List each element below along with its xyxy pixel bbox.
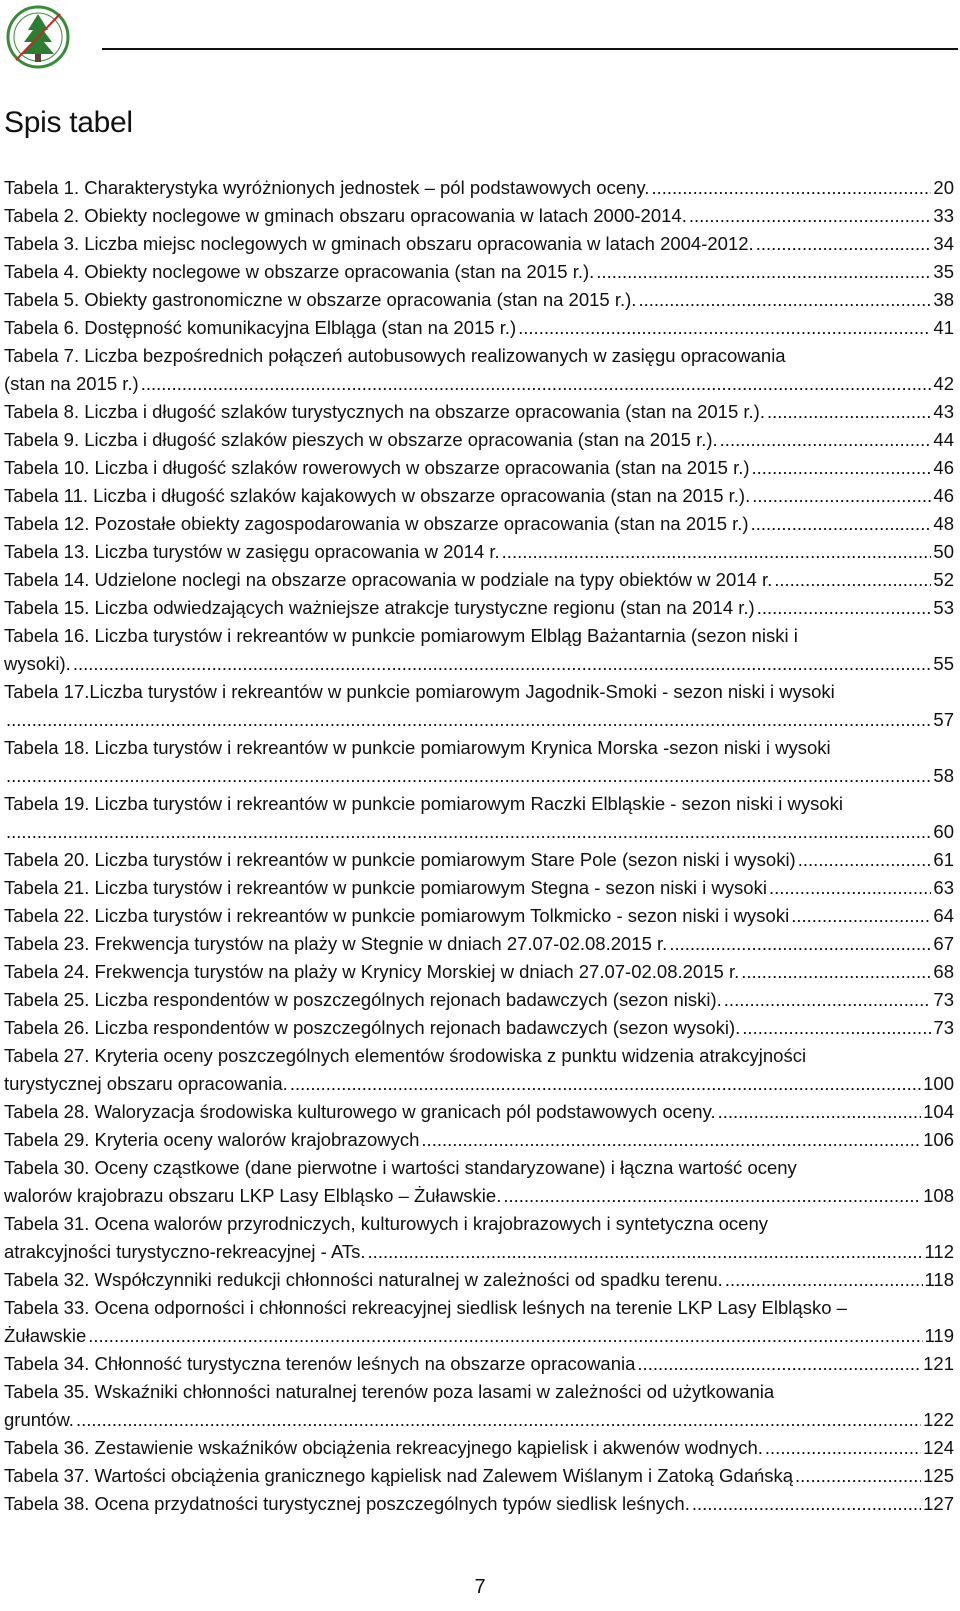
toc-entry-text: Tabela 26. Liczba respondentów w poszczególnych rejonach badawczych (sezon wysoki).: [4, 1017, 741, 1038]
toc-page-number: 118: [924, 1269, 954, 1290]
toc-entry-line: [4, 1322, 954, 1350]
toc-entry-text: Tabela 18. Liczba turystów i rekreantów w punkcie pomiarowym Krynica Morska -sezon niski i wysoki: [4, 737, 831, 758]
toc-entry[interactable]: [4, 958, 954, 986]
toc-entry-text: (stan na 2015 r.): [4, 373, 139, 394]
toc-entry-text: Tabela 5. Obiekty gastronomiczne w obszarze opracowania (stan na 2015 r.).: [4, 289, 637, 310]
toc-entry-text: Tabela 27. Kryteria oceny poszczególnych elementów środowiska z punktu widzenia atrakcyjności: [4, 1045, 807, 1066]
table-of-tables: [4, 174, 954, 1518]
toc-page-number: 108: [923, 1185, 954, 1206]
toc-entry-text: Tabela 37. Wartości obciążenia granicznego kąpielisk nad Zalewem Wiślanym i Zatoką Gdańską: [4, 1465, 794, 1486]
toc-page-number: 57: [933, 709, 954, 730]
toc-entry[interactable]: [4, 1378, 954, 1434]
dot-leader: [141, 370, 932, 398]
toc-entry[interactable]: [4, 874, 954, 902]
toc-page-number: 122: [923, 1409, 954, 1430]
toc-entry[interactable]: [4, 510, 954, 538]
toc-page-number: 104: [923, 1101, 954, 1122]
toc-page-number: 119: [924, 1325, 954, 1346]
toc-page-number: 63: [933, 877, 954, 898]
toc-entry-line: [4, 678, 954, 706]
toc-entry[interactable]: [4, 902, 954, 930]
toc-entry[interactable]: [4, 538, 954, 566]
toc-entry-text: Żuławskie: [4, 1325, 87, 1346]
toc-entry[interactable]: [4, 314, 954, 342]
toc-page-number: 61: [933, 849, 954, 870]
toc-entry-line: [4, 230, 954, 258]
toc-entry-line: [4, 650, 954, 678]
toc-entry-line: [4, 1462, 954, 1490]
toc-entry-text: Tabela 6. Dostępność komunikacyjna Elbląga (stan na 2015 r.): [4, 317, 517, 338]
dot-leader: [651, 174, 931, 202]
toc-entry-line: [4, 818, 954, 846]
toc-page-number: 121: [923, 1353, 954, 1374]
toc-entry-text: Tabela 32. Współczynniki redukcji chłonności naturalnej w zależności od spadku terenu.: [4, 1269, 723, 1290]
toc-entry-text: Tabela 15. Liczba odwiedzających ważniejsze atrakcje turystyczne regionu (stan na 2014 r.): [4, 597, 755, 618]
dot-leader: [637, 1350, 921, 1378]
toc-page-number: 55: [933, 653, 954, 674]
toc-page-number: 41: [933, 317, 954, 338]
toc-entry-text: Tabela 19. Liczba turystów i rekreantów w punkcie pomiarowym Raczki Elbląskie - sezon niski i wysoki: [4, 793, 843, 814]
toc-page-number: 127: [923, 1493, 954, 1514]
dot-leader: [720, 426, 932, 454]
page-number: 7: [474, 1576, 486, 1598]
toc-entry-text: Tabela 17.Liczba turystów i rekreantów w punkcie pomiarowym Jagodnik-Smoki - sezon niski i wysoki: [4, 681, 835, 702]
toc-entry[interactable]: [4, 1154, 954, 1210]
toc-entry-text: Tabela 31. Ocena walorów przyrodniczych, kulturowych i krajobrazowych i syntetyczna oceny: [4, 1213, 768, 1234]
toc-entry-text: Tabela 33. Ocena odporności i chłonności rekreacyjnej siedlisk leśnych na terenie LKP Lasy Elbląsko –: [4, 1297, 847, 1318]
toc-entry-line: [4, 986, 954, 1014]
dot-leader: [596, 258, 931, 286]
toc-entry[interactable]: [4, 286, 954, 314]
toc-entry-text: Tabela 34. Chłonność turystyczna terenów leśnych na obszarze opracowania: [4, 1353, 636, 1374]
toc-entry-text: Tabela 30. Oceny cząstkowe (dane pierwotne i wartości standaryzowane) i łączna wartość oceny: [4, 1157, 797, 1178]
toc-entry-line: [4, 174, 954, 202]
dot-leader: [741, 958, 931, 986]
dot-leader: [752, 482, 931, 510]
toc-entry-line: [4, 622, 954, 650]
toc-entry[interactable]: [4, 202, 954, 230]
toc-entry-line: [4, 762, 954, 790]
toc-entry-text: Tabela 3. Liczba miejsc noclegowych w gminach obszaru opracowania w latach 2004-2012.: [4, 233, 754, 254]
toc-entry-line: [4, 874, 954, 902]
toc-entry[interactable]: [4, 1294, 954, 1350]
toc-page-number: 35: [933, 261, 954, 282]
toc-entry[interactable]: [4, 594, 954, 622]
forest-tree-logo-icon: [4, 4, 72, 70]
dot-leader: [718, 1098, 922, 1126]
dot-leader: [88, 1322, 922, 1350]
toc-entry-line: [4, 314, 954, 342]
toc-page-number: 106: [923, 1129, 954, 1150]
toc-entry[interactable]: [4, 930, 954, 958]
toc-entry-line: [4, 1406, 954, 1434]
toc-entry-text: Tabela 20. Liczba turystów i rekreantów w punkcie pomiarowym Stare Pole (sezon niski i wysoki): [4, 849, 796, 870]
toc-entry[interactable]: [4, 230, 954, 258]
toc-entry-text: Tabela 11. Liczba i długość szlaków kajakowych w obszarze opracowania (stan na 2015 r.).: [4, 485, 751, 506]
toc-page-number: 20: [933, 177, 954, 198]
toc-entry-text: wysoki).: [4, 653, 71, 674]
toc-entry-line: [4, 1210, 954, 1238]
toc-entry[interactable]: [4, 1266, 954, 1294]
toc-page-number: 46: [933, 485, 954, 506]
toc-entry-line: [4, 1490, 954, 1518]
toc-entry-line: [4, 370, 954, 398]
toc-entry-text: Tabela 4. Obiekty noclegowe w obszarze opracowania (stan na 2015 r.).: [4, 261, 595, 282]
toc-entry-line: [4, 902, 954, 930]
toc-entry-line: [4, 342, 954, 370]
toc-entry[interactable]: [4, 622, 954, 678]
toc-page-number: 43: [933, 401, 954, 422]
header-rule: [102, 48, 958, 50]
dot-leader: [724, 986, 932, 1014]
toc-page-number: 64: [933, 905, 954, 926]
toc-entry[interactable]: [4, 1490, 954, 1518]
toc-entry-text: Tabela 38. Ocena przydatności turystycznej poszczególnych typów siedlisk leśnych.: [4, 1493, 690, 1514]
toc-entry[interactable]: [4, 1210, 954, 1266]
dot-leader: [502, 538, 932, 566]
toc-entry[interactable]: [4, 846, 954, 874]
dot-leader: [76, 1406, 921, 1434]
toc-entry-line: [4, 258, 954, 286]
toc-entry-text: atrakcyjności turystyczno-rekreacyjnej - ATs.: [4, 1241, 366, 1262]
toc-entry-text: Tabela 10. Liczba i długość szlaków rowerowych w obszarze opracowania (stan na 2015 r.): [4, 457, 750, 478]
toc-page-number: 58: [933, 765, 954, 786]
toc-entry-line: [4, 1014, 954, 1042]
toc-page-number: 53: [933, 597, 954, 618]
toc-entry-text: Tabela 24. Frekwencja turystów na plaży w Krynicy Morskiej w dniach 27.07-02.08.2015 r.: [4, 961, 740, 982]
dot-leader: [769, 874, 931, 902]
toc-entry-line: [4, 286, 954, 314]
toc-entry-line: [4, 1350, 954, 1378]
toc-page-number: 50: [933, 541, 954, 562]
dot-leader: [638, 286, 931, 314]
toc-page-number: 100: [923, 1073, 954, 1094]
dot-leader: [795, 1462, 921, 1490]
page-title: Spis tabel: [4, 106, 133, 139]
dot-leader: [6, 706, 931, 734]
dot-leader: [774, 566, 931, 594]
toc-entry-line: [4, 1182, 954, 1210]
toc-page-number: 34: [933, 233, 954, 254]
dot-leader: [798, 846, 932, 874]
toc-entry-text: Tabela 22. Liczba turystów i rekreantów w punkcie pomiarowym Tolkmicko - sezon niski i wysoki: [4, 905, 790, 926]
toc-page-number: 44: [933, 429, 954, 450]
toc-entry-text: Tabela 7. Liczba bezpośrednich połączeń autobusowych realizowanych w zasięgu opracowania: [4, 345, 786, 366]
dot-leader: [751, 510, 932, 538]
toc-page-number: 68: [933, 961, 954, 982]
toc-entry-line: [4, 426, 954, 454]
toc-entry[interactable]: [4, 1434, 954, 1462]
toc-page-number: 38: [933, 289, 954, 310]
toc-entry[interactable]: [4, 734, 954, 790]
toc-page-number: 42: [933, 373, 954, 394]
toc-entry[interactable]: [4, 342, 954, 398]
dot-leader: [765, 1434, 921, 1462]
dot-leader: [791, 902, 931, 930]
toc-entry-text: Tabela 2. Obiekty noclegowe w gminach obszaru opracowania w latach 2000-2014.: [4, 205, 687, 226]
toc-entry[interactable]: [4, 454, 954, 482]
toc-entry-text: gruntów.: [4, 1409, 74, 1430]
dot-leader: [689, 202, 932, 230]
toc-entry-line: [4, 202, 954, 230]
toc-entry[interactable]: [4, 790, 954, 846]
toc-entry-text: Tabela 1. Charakterystyka wyróżnionych jednostek – pól podstawowych oceny.: [4, 177, 650, 198]
dot-leader: [73, 650, 932, 678]
toc-entry-line: [4, 846, 954, 874]
toc-entry-line: [4, 790, 954, 818]
dot-leader: [503, 1182, 921, 1210]
toc-entry-line: [4, 510, 954, 538]
dot-leader: [518, 314, 931, 342]
toc-entry[interactable]: [4, 986, 954, 1014]
toc-page-number: 60: [933, 821, 954, 842]
toc-page-number: 73: [933, 989, 954, 1010]
toc-page-number: 52: [933, 569, 954, 590]
toc-entry[interactable]: [4, 258, 954, 286]
toc-entry-text: Tabela 28. Waloryzacja środowiska kulturowego w granicach pól podstawowych oceny.: [4, 1101, 716, 1122]
dot-leader: [752, 454, 932, 482]
toc-entry-text: Tabela 9. Liczba i długość szlaków pieszych w obszarze opracowania (stan na 2015 r.).: [4, 429, 718, 450]
toc-entry-text: Tabela 16. Liczba turystów i rekreantów w punkcie pomiarowym Elbląg Bażantarnia (sezon niski i: [4, 625, 798, 646]
toc-entry-text: Tabela 29. Kryteria oceny walorów krajobrazowych: [4, 1129, 420, 1150]
dot-leader: [290, 1070, 921, 1098]
toc-entry[interactable]: [4, 482, 954, 510]
toc-entry[interactable]: [4, 1462, 954, 1490]
toc-page-number: 46: [933, 457, 954, 478]
toc-entry-text: Tabela 36. Zestawienie wskaźników obciążenia rekreacyjnego kąpielisk i akwenów wodnych.: [4, 1437, 763, 1458]
toc-entry-line: [4, 1378, 954, 1406]
toc-entry[interactable]: [4, 678, 954, 734]
toc-entry[interactable]: [4, 398, 954, 426]
dot-leader: [6, 818, 931, 846]
dot-leader: [368, 1238, 923, 1266]
toc-entry-line: [4, 1154, 954, 1182]
dot-leader: [742, 1014, 931, 1042]
toc-page-number: 73: [933, 1017, 954, 1038]
dot-leader: [756, 230, 932, 258]
toc-entry[interactable]: [4, 566, 954, 594]
page-header: [0, 0, 960, 80]
toc-entry-line: [4, 1098, 954, 1126]
toc-entry-text: walorów krajobrazu obszaru LKP Lasy Elbląsko – Żuławskie.: [4, 1185, 502, 1206]
toc-entry-line: [4, 566, 954, 594]
toc-entry-line: [4, 1294, 954, 1322]
toc-entry-line: [4, 734, 954, 762]
toc-entry-line: [4, 594, 954, 622]
toc-entry-line: [4, 1042, 954, 1070]
toc-entry[interactable]: [4, 1098, 954, 1126]
toc-entry-text: Tabela 35. Wskaźniki chłonności naturalnej terenów poza lasami w zależności od użytkowania: [4, 1381, 775, 1402]
toc-entry-line: [4, 1070, 954, 1098]
dot-leader: [669, 930, 931, 958]
toc-entry-text: turystycznej obszaru opracowania.: [4, 1073, 288, 1094]
toc-page-number: 48: [933, 513, 954, 534]
toc-entry[interactable]: [4, 1126, 954, 1154]
toc-entry-line: [4, 1434, 954, 1462]
toc-page-number: 112: [924, 1241, 954, 1262]
toc-entry-text: Tabela 12. Pozostałe obiekty zagospodarowania w obszarze opracowania (stan na 2015 r.): [4, 513, 749, 534]
dot-leader: [692, 1490, 921, 1518]
toc-page-number: 124: [923, 1437, 954, 1458]
toc-entry-line: [4, 398, 954, 426]
toc-entry-line: [4, 930, 954, 958]
dot-leader: [6, 762, 931, 790]
toc-entry-line: [4, 1266, 954, 1294]
toc-entry-text: Tabela 8. Liczba i długość szlaków turystycznych na obszarze opracowania (stan na 2015 r.).: [4, 401, 765, 422]
toc-page-number: 67: [933, 933, 954, 954]
toc-entry-text: Tabela 14. Udzielone noclegi na obszarze opracowania w podziale na typy obiektów w 2014 r.: [4, 569, 773, 590]
toc-entry-line: [4, 482, 954, 510]
toc-entry[interactable]: [4, 1014, 954, 1042]
toc-entry[interactable]: [4, 426, 954, 454]
dot-leader: [421, 1126, 921, 1154]
dot-leader: [757, 594, 932, 622]
toc-entry-line: [4, 706, 954, 734]
dot-leader: [767, 398, 931, 426]
toc-page-number: 125: [923, 1465, 954, 1486]
toc-entry-text: Tabela 23. Frekwencja turystów na plaży w Stegnie w dniach 27.07-02.08.2015 r.: [4, 933, 668, 954]
toc-page-number: 33: [933, 205, 954, 226]
toc-entry-line: [4, 1126, 954, 1154]
toc-entry-line: [4, 454, 954, 482]
toc-entry-line: [4, 958, 954, 986]
dot-leader: [725, 1266, 923, 1294]
toc-entry[interactable]: [4, 1350, 954, 1378]
toc-entry-text: Tabela 25. Liczba respondentów w poszczególnych rejonach badawczych (sezon niski).: [4, 989, 722, 1010]
toc-entry-text: Tabela 21. Liczba turystów i rekreantów w punkcie pomiarowym Stegna - sezon niski i wysoki: [4, 877, 767, 898]
toc-entry-line: [4, 538, 954, 566]
toc-entry[interactable]: [4, 1042, 954, 1098]
toc-entry-line: [4, 1238, 954, 1266]
toc-entry-text: Tabela 13. Liczba turystów w zasięgu opracowania w 2014 r.: [4, 541, 500, 562]
toc-entry[interactable]: [4, 174, 954, 202]
